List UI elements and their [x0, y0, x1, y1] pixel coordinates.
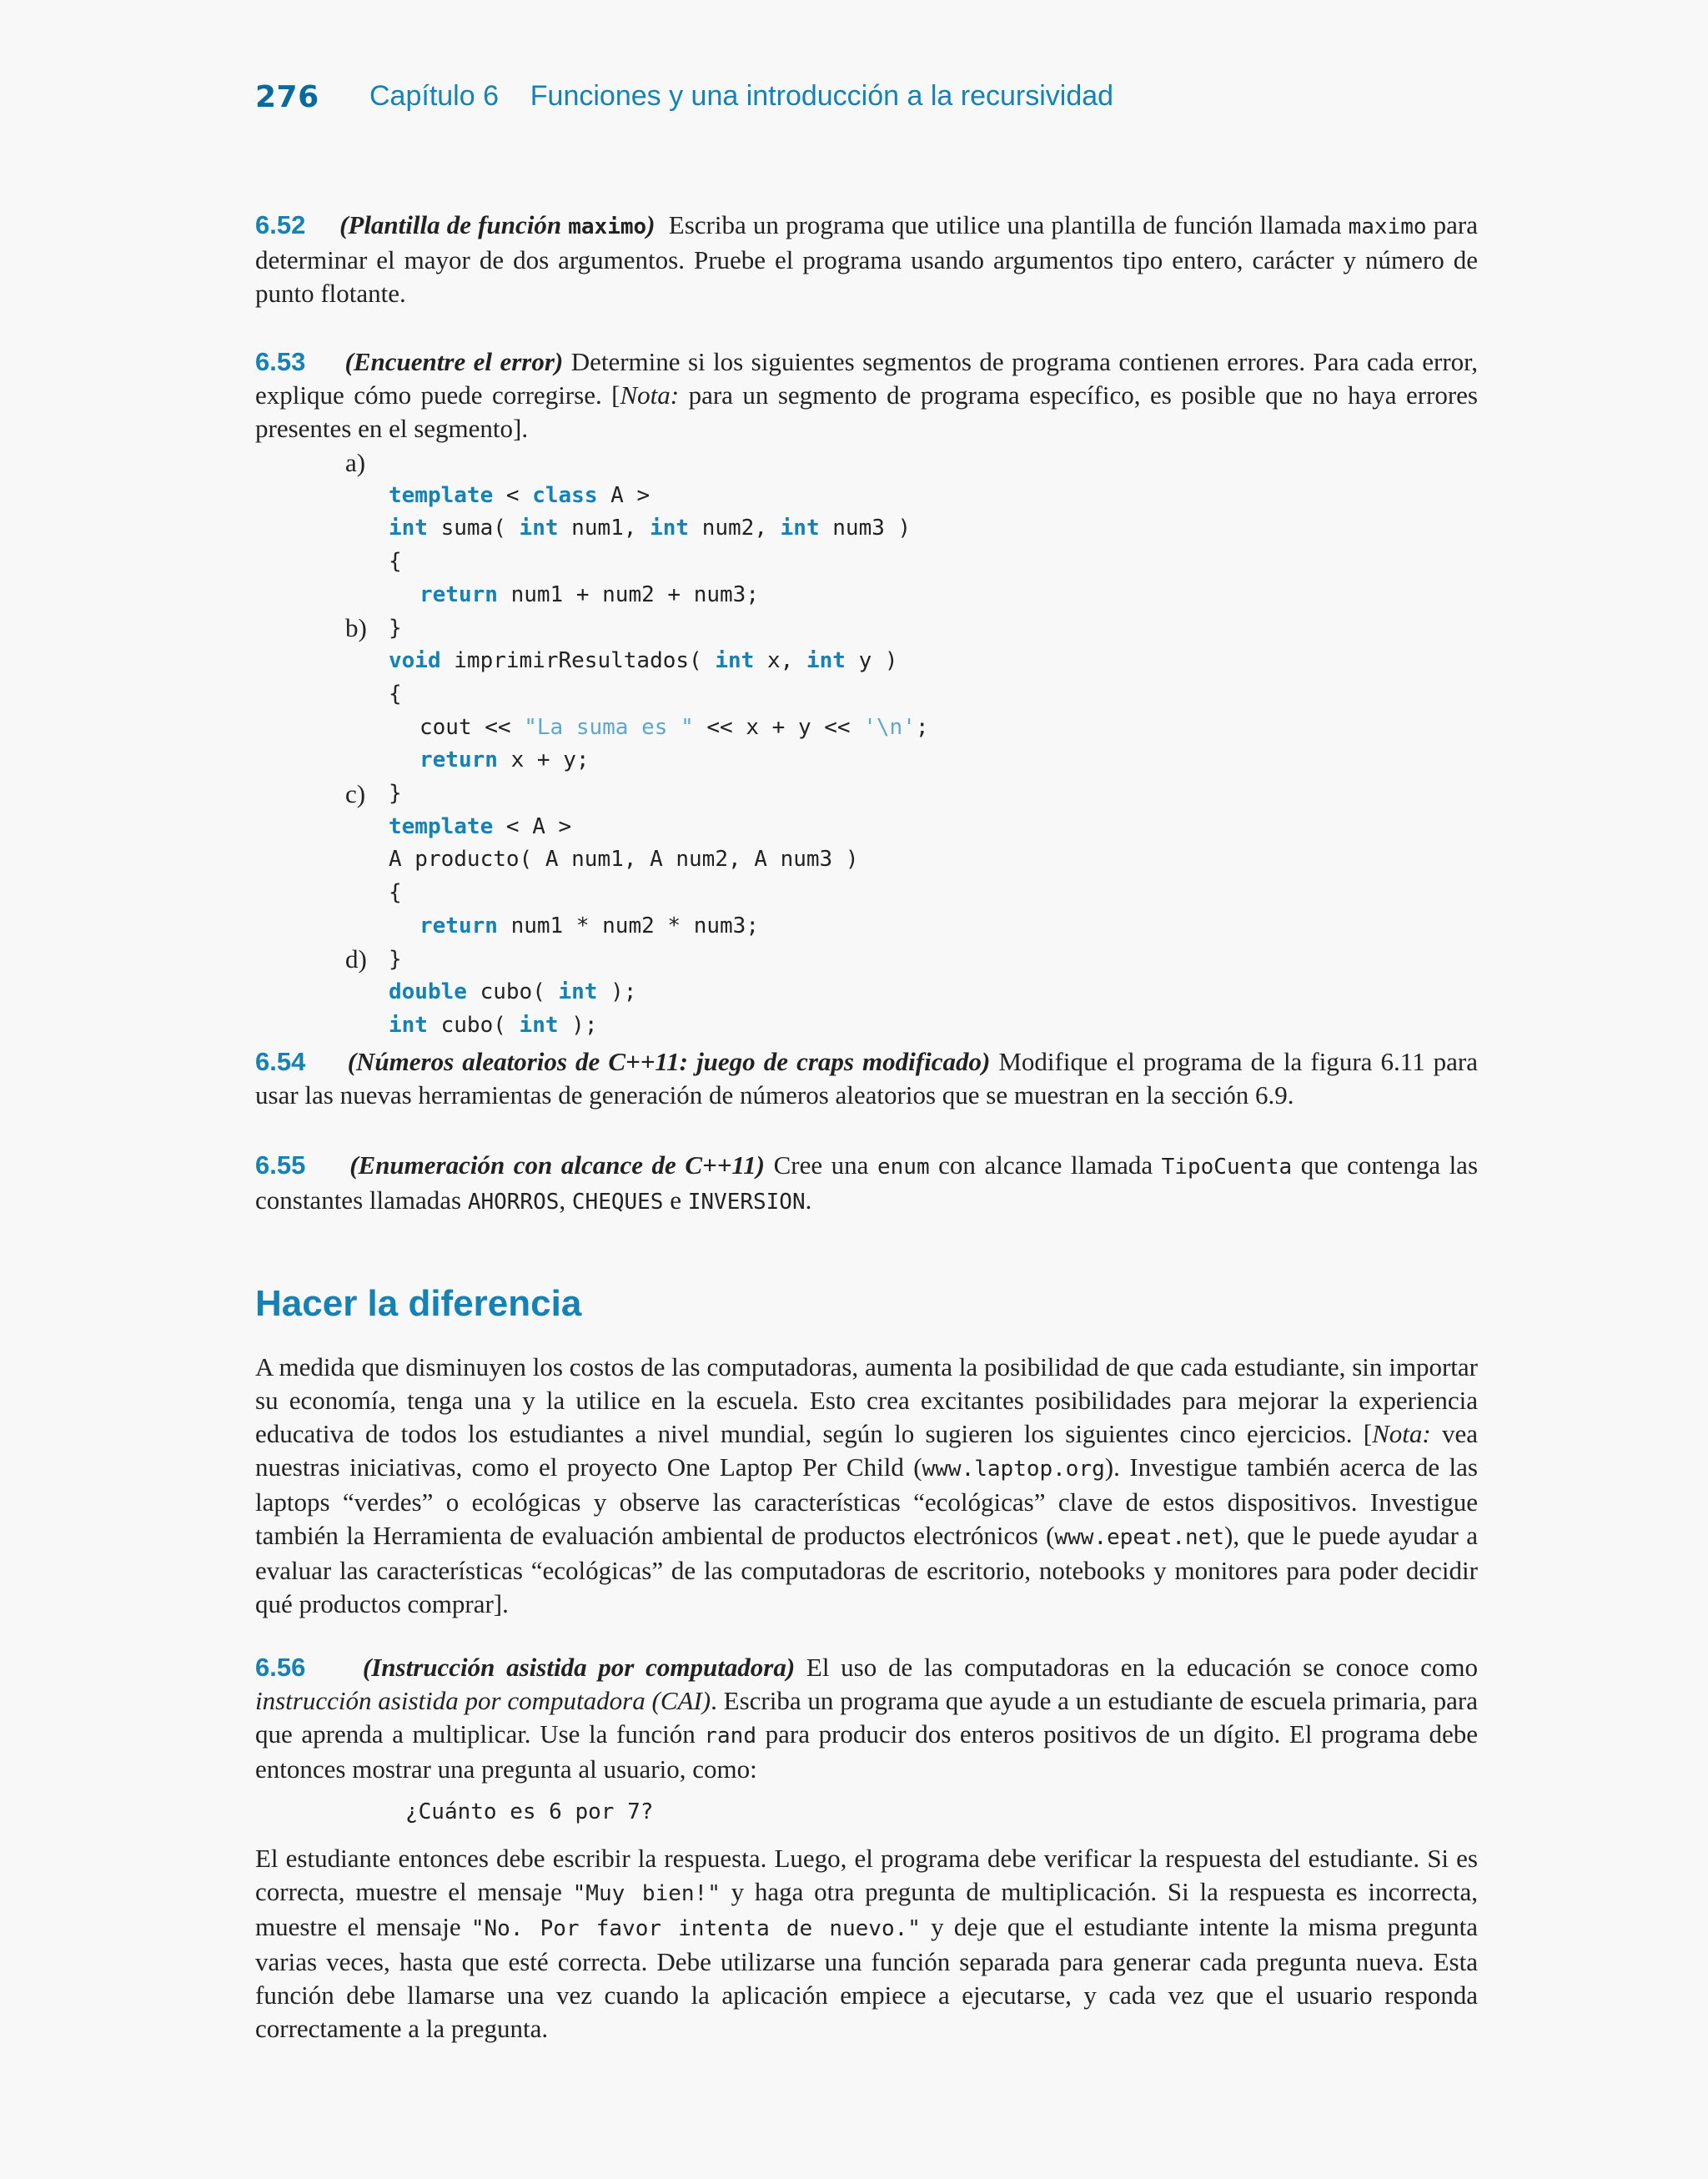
exercise-6-56: 6.56 (Instrucción asistida por computadora) El uso de las computadoras en la educación se conoce como instrucción asistida por computadora (CAI). Escriba un programa que ayude a un estudiante de escuela primaria, para que aprenda a multiplicar. Use la función rand para producir dos enteros positivos de un dígito. El programa debe entonces mostrar una pregunta al usuario, como:	[255, 1653, 1479, 1784]
page-number: 276	[255, 80, 319, 114]
label-b: b)	[345, 613, 367, 642]
code-line: template < class A >	[389, 482, 651, 508]
chapter-title: Capítulo 6 Funciones y una introducción a la recursividad	[369, 80, 1114, 112]
code-line: {	[389, 880, 402, 906]
code-line: return num1 * num2 * num3;	[419, 913, 759, 939]
section-intro: A medida que disminuyen los costos de las computadoras, aumenta la posibilidad de que cada estudiante, sin importar su economía, tenga una y la utilice en la escuela. Esto crea excitantes posibilidades para mejorar la experiencia educativa de todos los estudiantes a nivel mundial, según lo sugieren los siguientes cinco ejercicios. [Nota: vea nuestras iniciativas, como el proyecto One Laptop Per Child (www.laptop.org). Investigue también acerca de las laptops “verdes” o ecológicas y observe las características “ecológicas” clave de estos dispositivos. Investigue también la Herramienta de evaluación ambiental de productos electrónicos (www.epeat.net), que le puede ayudar a evaluar las características “ecológicas” de las computadoras de escritorio, notebooks y monitores para poder decidir qué productos comprar].	[255, 1352, 1478, 1618]
label-a: a)	[345, 448, 366, 477]
exercise-number: 6.52	[255, 210, 306, 239]
code-line: }	[389, 615, 402, 641]
code-line: int cubo( int );	[389, 1012, 598, 1038]
exercise-title: (Encuentre el error)	[344, 347, 564, 376]
code-line: cout << "La suma es " << x + y << '\n';	[419, 714, 929, 740]
code-line: return num1 + num2 + num3;	[419, 581, 759, 607]
code-line: }	[389, 946, 402, 972]
exercise-title: (Números aleatorios de C++11: juego de craps modificado)	[347, 1047, 991, 1076]
code-line: }	[389, 781, 402, 807]
exercise-title: (Plantilla de función maximo)	[339, 210, 656, 239]
sample-prompt: ¿Cuánto es 6 por 7?	[405, 1799, 654, 1824]
exercise-6-53: 6.53 (Encuentre el error) Determine si los siguientes segmentos de programa contienen errores. Para cada error, explique cómo puede corregirse. [Nota: para un segmento de programa específico, es posible que no haya errores presentes en el segmento].	[255, 347, 1478, 443]
code-line: double cubo( int );	[389, 979, 637, 1005]
exercise-title: (Enumeración con alcance de C++11)	[349, 1150, 765, 1180]
exercise-6-56-continued: El estudiante entonces debe escribir la respuesta. Luego, el programa debe verificar la respuesta del estudiante. Si es correcta, muestre el mensaje "Muy bien!" y haga otra pregunta de multiplicación. Si la respuesta es incorrecta, muestre el mensaje "No. Por favor intenta de nuevo." y deje que el estudiante intente la misma pregunta varias veces, hasta que esté correcta. Debe utilizarse una función separada para generar cada pregunta nueva. Esta función debe llamarse una vez cuando la aplicación empiece a ejecutarse, y cada vez que el usuario responda correctamente a la pregunta.	[255, 1844, 1479, 2043]
exercise-number: 6.56	[255, 1653, 306, 1682]
exercise-6-54: 6.54 (Números aleatorios de C++11: juego de craps modificado) Modifique el programa de la figura 6.11 para usar las nuevas herramientas de generación de números aleatorios que se muestran en la sección 6.9.	[255, 1047, 1478, 1110]
code-block	[389, 446, 929, 1075]
exercise-number: 6.54	[255, 1047, 306, 1076]
code-line: A producto( A num1, A num2, A num3 )	[389, 847, 859, 873]
code-line: void imprimirResultados( int x, int y )	[389, 648, 898, 674]
section-heading: Hacer la diferencia	[255, 1283, 582, 1324]
exercise-title: (Instrucción asistida por computadora)	[362, 1653, 796, 1682]
code-line: int suma( int num1, int num2, int num3 )	[389, 516, 912, 541]
exercise-number: 6.55	[255, 1150, 306, 1180]
code-line: return x + y;	[419, 747, 590, 773]
exercise-6-52: 6.52 (Plantilla de función maximo) Escriba un programa que utilice una plantilla de función llamada maximo para determinar el mayor de dos argumentos. Pruebe el programa usando argumentos tipo entero, carácter y número de punto flotante.	[255, 210, 1479, 308]
code-line: {	[389, 681, 402, 707]
label-c: c)	[345, 779, 366, 808]
exercise-number: 6.53	[255, 347, 306, 376]
label-d: d)	[345, 944, 367, 974]
exercise-6-55: 6.55 (Enumeración con alcance de C++11) Cree una enum con alcance llamada TipoCuenta que contenga las constantes llamadas AHORROS, CHEQUES e INVERSION.	[255, 1150, 1479, 1215]
code-line: {	[389, 549, 402, 575]
code-line: template < A >	[389, 813, 572, 839]
